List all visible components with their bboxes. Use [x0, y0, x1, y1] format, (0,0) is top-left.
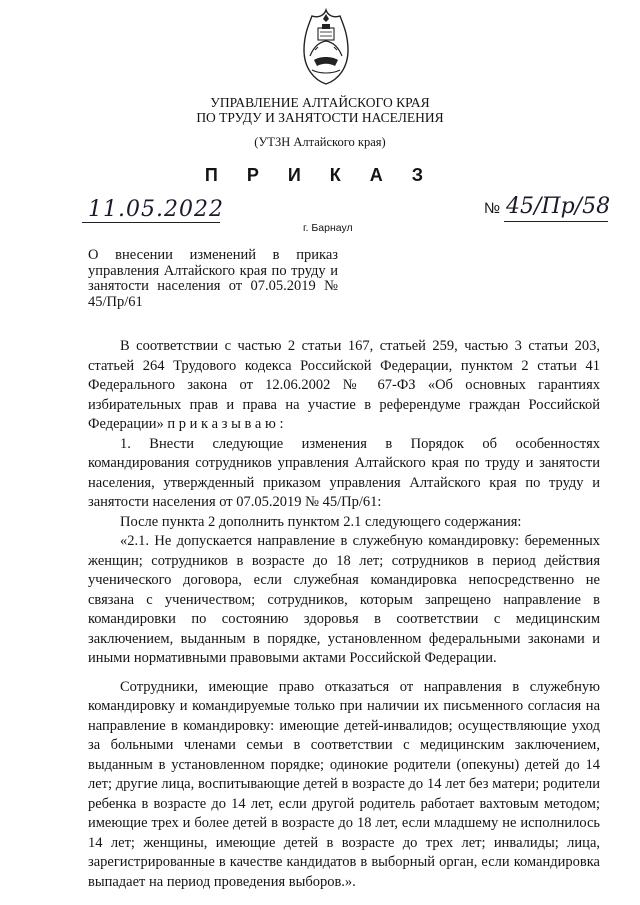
document-number-label: № [484, 200, 501, 217]
coat-of-arms [300, 6, 352, 86]
organization-name: УПРАВЛЕНИЕ АЛТАЙСКОГО КРАЯ [210, 95, 430, 110]
paragraph-addition: После пункта 2 дополнить пунктом 2.1 следующего содержания: [120, 513, 522, 530]
number-underline [504, 221, 608, 222]
paragraph-employees-rights: Сотрудники, имеющие право отказаться от направления в служебную командировку и командируемые только при наличии их письменного согласия на направление в командировку: имеющие детей-инвалидов; осуществляющие уход за больными членами семьи в соответствии с медицинским заключением, выданным в установленном порядке; одинокие родители (опекуны) детей до 14 лет; другие лица, воспитывающие детей в возрасте до 14 лет без матери; родители ребенка в возрасте до 14 лет, если другой родитель работает вахтовым методом; имеющие трех и более детей в возрасте до 18 лет, если младшему не исполнилось 14 лет; женщины, имеющие детей в возрасте до трех лет; инвалиды; лица, зарегистрированные в качестве кандидатов в выборный орган, если командировка выпадает на период проведения выборов.». [88, 678, 600, 890]
paragraph-item-1: 1. Внести следующие изменения в Порядок об особенностях командирования сотрудников управления Алтайского края по труду и занятости населения, утвержденный приказом управления Алтайского края по труду и занятости населения от 07.05.2019 № 45/Пр/61: [88, 435, 600, 510]
document-subject: О внесении изменений в приказ управления Алтайского края по труду и занятости населения от 07.05.2019 № 45/Пр/61 [88, 247, 338, 310]
document-title: П Р И К А З [204, 165, 436, 185]
paragraph-preamble: В соответствии с частью 2 статьи 167, статьей 259, частью 3 статьи 203, статьей 264 Трудового кодекса Российской Федерации, пунктом 2 статьи 41 Федерального закона от 12.06.2002 № 67-ФЗ «Об основных гарантиях избирательных прав и права на участие в референдуме граждан Российской Федерации» п р и к а з ы в а ю : [88, 338, 600, 432]
organization-abbreviation: (УТЗН Алтайского края) [254, 135, 386, 149]
document-number: 45/Пр/58 [506, 194, 611, 219]
document-date: 11.05.2022 [88, 197, 224, 222]
organization-name-line2: ПО ТРУДУ И ЗАНЯТОСТИ НАСЕЛЕНИЯ [196, 110, 444, 125]
document-city: г. Барнаул [303, 222, 353, 234]
document-body [88, 337, 600, 892]
date-underline [82, 222, 220, 223]
paragraph-2-1: «2.1. Не допускается направление в служебную командировку: беременных женщин; сотрудников в возрасте до 18 лет; сотрудников в период действия ученического договора, если служебная командировка непосредственно не связана с ученичеством; сотрудников, которым запрещено направление в командировки по состоянию здоровья в соответствии с медицинским заключением, выданным в порядке, установленном федеральными законами и иными нормативными правовыми актами Российской Федерации. [88, 533, 600, 666]
